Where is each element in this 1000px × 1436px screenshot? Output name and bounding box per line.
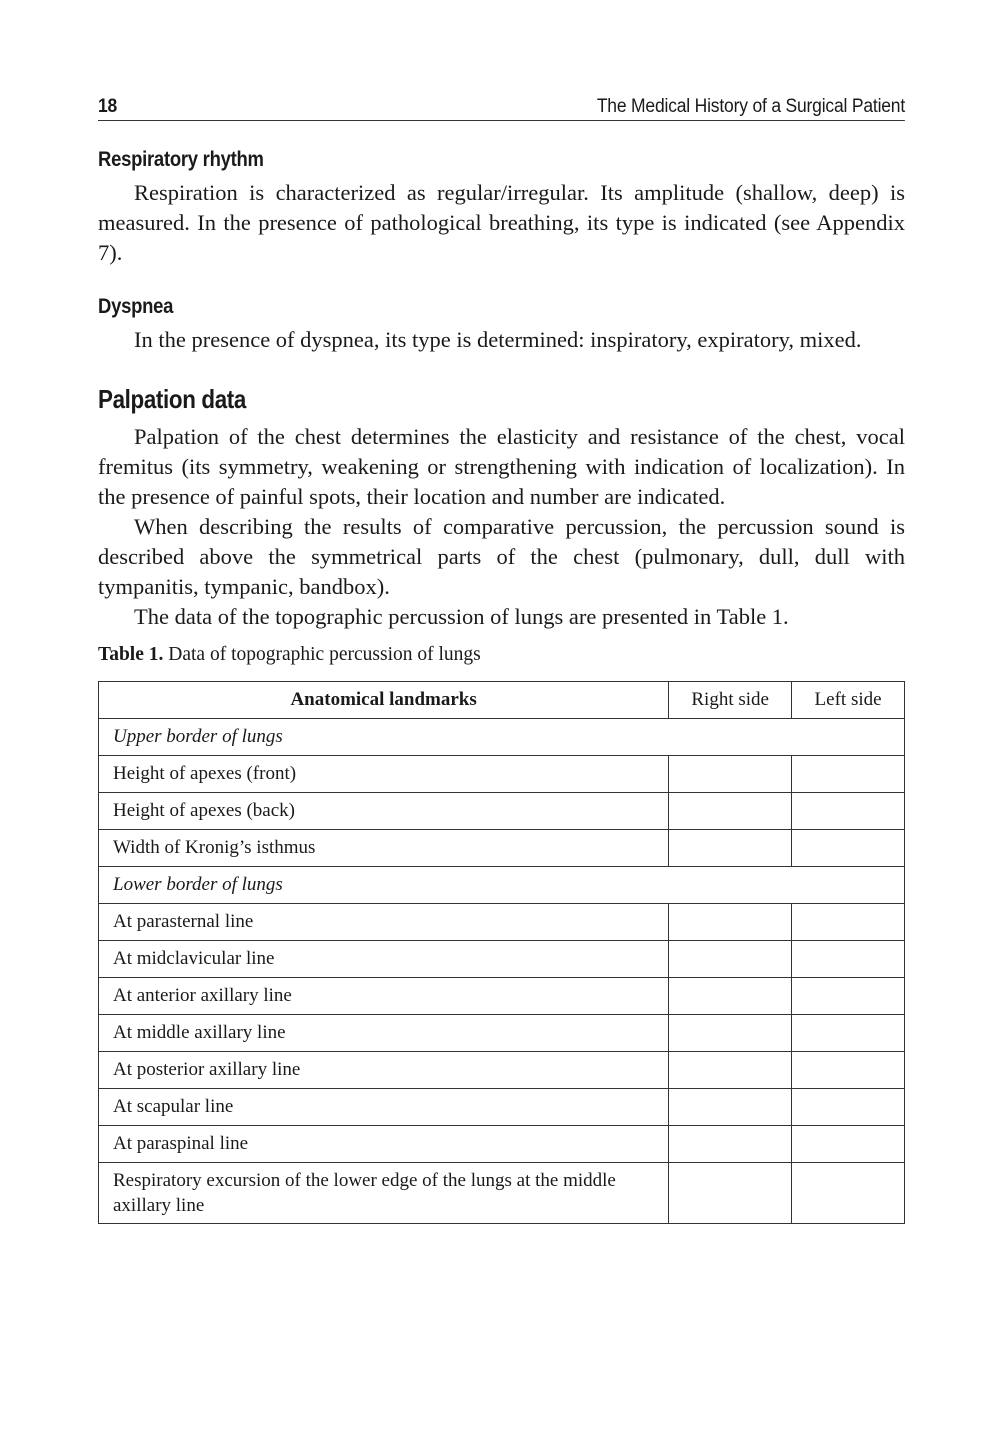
right-side-cell	[669, 1015, 792, 1052]
right-side-cell	[669, 904, 792, 941]
table-reference-paragraph: The data of the topographic percussion of lungs are presented in Table 1.	[134, 604, 789, 629]
right-side-cell	[669, 1163, 792, 1224]
left-side-cell	[792, 830, 905, 867]
table-caption-text: Data of topographic percussion of lungs	[168, 644, 481, 665]
table-header-row	[99, 682, 905, 719]
table-row	[99, 1052, 905, 1089]
right-side-cell	[669, 1126, 792, 1163]
left-side-cell	[792, 756, 905, 793]
page	[98, 96, 905, 1224]
palpation-paragraph: Palpation of the chest determines the elasticity and resistance of the chest, vocal fremitus (its symmetry, weakening or strengthening with indication of localization). In the presence of painful spots, their location and number are indicated.	[98, 424, 905, 509]
dyspnea-heading: Dyspnea	[98, 295, 174, 318]
table-row	[99, 793, 905, 830]
right-side-cell	[669, 941, 792, 978]
header-right-side: Right side	[669, 682, 792, 719]
respiratory-rhythm-text: Respiration is characterized as regular/irregular. Its amplitude (shallow, deep) is measured. In the presence of pathological breathing, its type is indicated (see Appendix 7).	[98, 180, 905, 265]
right-side-cell	[669, 1089, 792, 1126]
left-side-cell	[792, 1052, 905, 1089]
percussion-paragraph: When describing the results of comparative percussion, the percussion sound is described above the symmetrical parts of the chest (pulmonary, dull, dull with tympanitis, tympanic, bandbox).	[98, 514, 905, 599]
header-landmarks: Anatomical landmarks	[99, 682, 669, 719]
respiratory-rhythm-heading: Respiratory rhythm	[98, 148, 264, 171]
row-label: Height of apexes (back)	[99, 793, 669, 830]
table-row	[99, 904, 905, 941]
page-number: 18	[98, 96, 118, 117]
table-row	[99, 830, 905, 867]
left-side-cell	[792, 978, 905, 1015]
row-label: At parasternal line	[99, 904, 669, 941]
row-label: At midclavicular line	[99, 941, 669, 978]
right-side-cell	[669, 1052, 792, 1089]
header-left-side: Left side	[792, 682, 905, 719]
table-row	[99, 756, 905, 793]
group-upper-border: Upper border of lungs	[99, 719, 905, 756]
row-label: At posterior axillary line	[99, 1052, 669, 1089]
percussion-table	[98, 681, 905, 1224]
row-label: At paraspinal line	[99, 1126, 669, 1163]
table-caption	[98, 644, 905, 666]
row-label: Width of Kronig’s isthmus	[99, 830, 669, 867]
table-row	[99, 978, 905, 1015]
table-group-row	[99, 867, 905, 904]
row-label: Height of apexes (front)	[99, 756, 669, 793]
left-side-cell	[792, 793, 905, 830]
table-group-row	[99, 719, 905, 756]
left-side-cell	[792, 1015, 905, 1052]
palpation-heading: Palpation data	[98, 384, 247, 414]
row-label: At middle axillary line	[99, 1015, 669, 1052]
left-side-cell	[792, 904, 905, 941]
right-side-cell	[669, 756, 792, 793]
dyspnea-text: In the presence of dyspnea, its type is determined: inspiratory, expiratory, mixed.	[134, 327, 862, 352]
row-label: Respiratory excursion of the lower edge of the lungs at the middle axillary line	[99, 1163, 669, 1224]
table-row	[99, 941, 905, 978]
row-label: At scapular line	[99, 1089, 669, 1126]
right-side-cell	[669, 793, 792, 830]
left-side-cell	[792, 1089, 905, 1126]
table-row	[99, 1163, 905, 1224]
row-label: At anterior axillary line	[99, 978, 669, 1015]
running-head	[98, 96, 905, 121]
group-lower-border: Lower border of lungs	[99, 867, 905, 904]
left-side-cell	[792, 1163, 905, 1224]
right-side-cell	[669, 830, 792, 867]
table-row	[99, 1089, 905, 1126]
table-row	[99, 1126, 905, 1163]
left-side-cell	[792, 1126, 905, 1163]
left-side-cell	[792, 941, 905, 978]
right-side-cell	[669, 978, 792, 1015]
running-title: The Medical History of a Surgical Patient	[596, 96, 906, 117]
table-row	[99, 1015, 905, 1052]
table-caption-label: Table 1.	[98, 644, 164, 665]
